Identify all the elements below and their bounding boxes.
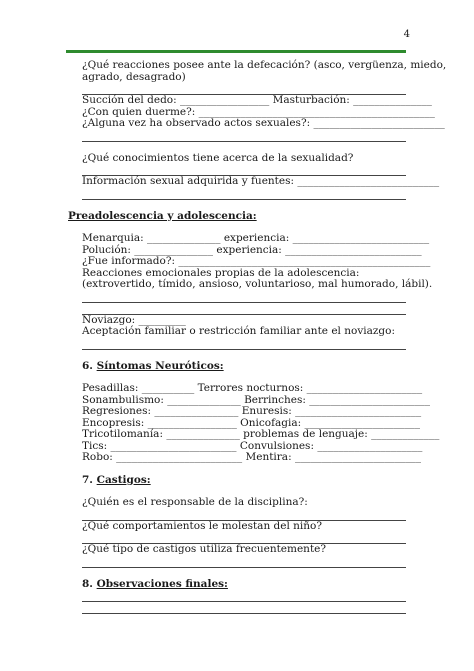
- text-line: ¿Qué comportamientos le molestan del niño?: [82, 519, 323, 532]
- text-line: Noviazgo: _________: [82, 313, 186, 326]
- text-line: ¿Qué conocimientos tiene acerca de la sexualidad?: [82, 151, 354, 164]
- section-header-6: [82, 361, 406, 373]
- page-number: 4: [403, 29, 410, 40]
- text-line: Encopresis: _________________ Onicofagia: ______________________: [82, 416, 420, 429]
- text-line: Tics: ________________________ Convulsiones: ____________________: [82, 439, 423, 452]
- answer-line: [82, 556, 406, 568]
- text-line: Regresiones: ________________ Enuresis: ________________________: [82, 405, 422, 417]
- section-number: 8.: [82, 577, 93, 590]
- text-line: Pesadillas: __________ Terrores nocturnos: ______________________: [82, 382, 423, 394]
- section-title-preadolescence: Preadolescencia y adolescencia:: [68, 209, 257, 222]
- text-line: Reacciones emocionales propias de la adolescencia:: [82, 266, 360, 279]
- text-line: Robo: ________________________ Mentira: ________________________: [82, 451, 421, 463]
- text-line: agrado, desagrado): [82, 70, 186, 83]
- text-line: ¿Qué reacciones posee ante la defecación? (asco, vergüenza, miedo,: [82, 59, 447, 71]
- section-header-7: [82, 475, 406, 487]
- text-line: Información sexual adquirida y fuentes: ___________________________: [82, 175, 440, 187]
- text-line: (extrovertido, tímido, ansioso, voluntarioso, mal humorado, lábil).: [82, 278, 433, 290]
- text-line: Aceptación familiar o restricción familiar ante el noviazgo:: [82, 325, 395, 337]
- text-line: ¿Quién es el responsable de la disciplina?:: [82, 496, 308, 508]
- answer-line: [82, 303, 406, 315]
- text-line: ¿Alguna vez ha observado actos sexuales?: _________________________: [82, 117, 445, 129]
- section-number: 7.: [82, 473, 93, 486]
- text-line: Tricotilomanía: ______________ problemas de lenguaje: _____________: [82, 428, 440, 440]
- text-line: ¿Con quien duerme?: _____________________________________________: [82, 105, 435, 118]
- answer-line: [82, 338, 406, 350]
- answer-line: [82, 188, 406, 200]
- answer-line: [82, 590, 406, 602]
- answer-line: [82, 602, 406, 614]
- text-line: Menarquia: ______________ experiencia: __________________________: [82, 232, 430, 244]
- section-header-8: [82, 579, 406, 591]
- text-line: ¿Qué tipo de castigos utiliza frecuentemente?: [82, 543, 327, 555]
- answer-line: [82, 509, 406, 521]
- answer-line: [82, 130, 406, 142]
- header-rule: [66, 50, 406, 53]
- section-title: Síntomas Neuróticos:: [96, 359, 224, 372]
- answer-line: [82, 291, 406, 303]
- text-line: Sonambulismo: ______________ Berrinches: _______________________: [82, 393, 431, 406]
- section-title: Observaciones finales:: [96, 577, 228, 590]
- section-title: Castigos:: [96, 473, 151, 486]
- text-line: Succión del dedo: _________________ Masturbación: _______________: [82, 94, 432, 106]
- form-content: [68, 59, 447, 614]
- text-line: ¿Fue informado?: ________________________________________________: [82, 255, 431, 267]
- section-number: 6.: [82, 359, 93, 372]
- text-line: Polución: _______________ experiencia: __________________________: [82, 243, 422, 256]
